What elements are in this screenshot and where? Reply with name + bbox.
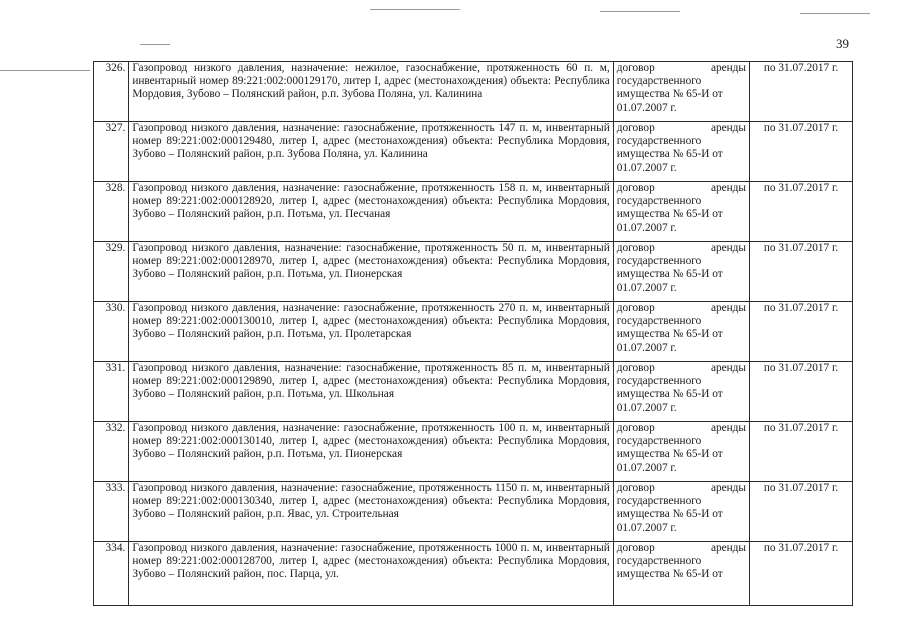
basis-line-2: государственного: [616, 555, 702, 568]
basis-word-lease: аренды: [710, 302, 747, 314]
table-row: [94, 362, 853, 422]
basis-word-lease: аренды: [710, 122, 747, 134]
row-number: 328.: [94, 182, 129, 242]
object-description: Газопровод низкого давления, назначение: газоснабжение, протяженность 85 п. м, инвентарный номер 89:221:002:000129890, литер I, адрес (местонахождения) объекта: Республика Мордовия, Зубово – Полянский район, р.п. Потьма, ул. Школьная: [129, 362, 613, 422]
object-description: Газопровод низкого давления, назначение: газоснабжение, протяженность 158 п. м, инвентарный номер 89:221:002:000128920, литер I, адрес (местонахождения) объекта: Республика Мордовия, Зубово – Полянский район, р.п. Потьма, ул. Песчаная: [129, 182, 613, 242]
basis-line-2: государственного: [616, 195, 702, 208]
row-number: 333.: [94, 482, 129, 542]
lease-term: по 31.07.2017 г.: [750, 542, 853, 606]
basis-line-2: государственного: [616, 435, 702, 448]
table-body: [94, 62, 853, 606]
basis-line-2: государственного: [616, 135, 702, 148]
lease-term: по 31.07.2017 г.: [750, 362, 853, 422]
row-number: 332.: [94, 422, 129, 482]
row-number: 334.: [94, 542, 129, 606]
legal-basis: [613, 242, 749, 302]
basis-word-contract: договор: [616, 422, 655, 434]
basis-word-contract: договор: [616, 242, 655, 254]
scan-artifact-line: [140, 44, 170, 45]
basis-word-contract: договор: [616, 482, 655, 494]
basis-line-2: государственного: [616, 375, 702, 388]
basis-word-contract: договор: [616, 122, 655, 134]
basis-line-3: имущества № 65-И от: [616, 568, 723, 581]
table-row: [94, 302, 853, 362]
basis-line-3: имущества № 65-И от: [616, 88, 723, 101]
table-row: [94, 62, 853, 122]
basis-line-1: [617, 542, 746, 555]
object-description: Газопровод низкого давления, назначение: газоснабжение, протяженность 147 п. м, инвентарный номер 89:221:002:000129480, литер I, адрес (местонахождения) объекта: Республика Мордовия, Зубово – Полянский район, р.п. Зубова Поляна, ул. Калинина: [129, 122, 613, 182]
object-description: Газопровод низкого давления, назначение: газоснабжение, протяженность 1000 п. м, инвентарный номер 89:221:002:000128700, литер I, адрес (местонахождения) объекта: Республика Мордовия, Зубово – Полянский район, пос. Парца, ул.: [129, 542, 613, 606]
basis-line-1: [617, 362, 746, 375]
basis-line-1: [617, 422, 746, 435]
row-number: 326.: [94, 62, 129, 122]
basis-word-lease: аренды: [710, 242, 747, 254]
basis-line-3: имущества № 65-И от: [616, 268, 723, 281]
legal-basis: [613, 362, 749, 422]
lease-term: по 31.07.2017 г.: [750, 422, 853, 482]
object-description: Газопровод низкого давления, назначение: газоснабжение, протяженность 50 п. м, инвентарный номер 89:221:002:000128970, литер I, адрес (местонахождения) объекта: Республика Мордовия, Зубово – Полянский район, р.п. Потьма, ул. Пионерская: [129, 242, 613, 302]
scan-artifact-line: [370, 9, 460, 10]
legal-basis: [613, 482, 749, 542]
page-number: 39: [836, 36, 849, 51]
basis-line-3: имущества № 65-И от: [616, 448, 723, 461]
basis-word-lease: аренды: [710, 62, 747, 74]
lease-term: по 31.07.2017 г.: [750, 62, 853, 122]
table-row: [94, 242, 853, 302]
basis-line-3: имущества № 65-И от: [616, 388, 723, 401]
basis-word-contract: договор: [616, 182, 655, 194]
basis-line-2: государственного: [616, 315, 702, 328]
table-row: [94, 482, 853, 542]
row-number: 330.: [94, 302, 129, 362]
lease-term: по 31.07.2017 г.: [750, 482, 853, 542]
legal-basis: [613, 182, 749, 242]
basis-line-1: [617, 122, 746, 135]
basis-word-lease: аренды: [710, 422, 747, 434]
basis-line-1: [617, 242, 746, 255]
row-number: 329.: [94, 242, 129, 302]
basis-word-lease: аренды: [710, 542, 747, 554]
basis-word-lease: аренды: [710, 182, 747, 194]
basis-word-contract: договор: [616, 62, 655, 74]
basis-line-2: государственного: [616, 255, 702, 268]
basis-word-lease: аренды: [710, 362, 747, 374]
object-description: Газопровод низкого давления, назначение: газоснабжение, протяженность 100 п. м, инвентарный номер 89:221:002:000130140, литер I, адрес (местонахождения) объекта: Республика Мордовия, Зубово – Полянский район, р.п. Потьма, ул. Пионерская: [129, 422, 613, 482]
basis-line-1: [617, 302, 746, 315]
object-description: Газопровод низкого давления, назначение: нежилое, газоснабжение, протяженность 60 п. м, инвентарный номер 89:221:002:000129170, литер I, адрес (местонахождения) объекта: Республика Мордовия, Зубово – Полянский район, р.п. Зубова Поляна, ул. Калинина: [129, 62, 613, 122]
table-row: [94, 422, 853, 482]
basis-line-4: 01.07.2007 г.: [616, 221, 677, 234]
basis-line-4: 01.07.2007 г.: [616, 281, 677, 294]
legal-basis: [613, 62, 749, 122]
table-row: [94, 182, 853, 242]
lease-term: по 31.07.2017 г.: [750, 302, 853, 362]
legal-basis: [613, 302, 749, 362]
basis-word-contract: договор: [616, 542, 655, 554]
scan-artifact-line: [0, 70, 90, 71]
lease-term: по 31.07.2017 г.: [750, 122, 853, 182]
lease-term: по 31.07.2017 г.: [750, 182, 853, 242]
legal-basis: [613, 122, 749, 182]
basis-line-1: [617, 62, 746, 75]
basis-line-4: 01.07.2007 г.: [616, 341, 677, 354]
legal-basis: [613, 422, 749, 482]
basis-word-contract: договор: [616, 362, 655, 374]
basis-line-4: 01.07.2007 г.: [616, 461, 677, 474]
basis-word-lease: аренды: [710, 482, 747, 494]
table-row: [94, 122, 853, 182]
basis-line-3: имущества № 65-И от: [616, 328, 723, 341]
property-register-table: [93, 61, 853, 606]
basis-line-1: [617, 482, 746, 495]
basis-line-4: 01.07.2007 г.: [616, 161, 677, 174]
table-row: [94, 542, 853, 606]
basis-line-3: имущества № 65-И от: [616, 148, 723, 161]
object-description: Газопровод низкого давления, назначение: газоснабжение, протяженность 270 п. м, инвентарный номер 89:221:002:000130010, литер I, адрес (местонахождения) объекта: Республика Мордовия, Зубово – Полянский район, р.п. Потьма, ул. Пролетарская: [129, 302, 613, 362]
basis-line-3: имущества № 65-И от: [616, 208, 723, 221]
legal-basis: [613, 542, 749, 606]
basis-line-2: государственного: [616, 75, 702, 88]
basis-word-contract: договор: [616, 302, 655, 314]
basis-line-4: 01.07.2007 г.: [616, 401, 677, 414]
scan-artifact-line: [800, 13, 870, 14]
basis-line-2: государственного: [616, 495, 702, 508]
basis-line-1: [617, 182, 746, 195]
lease-term: по 31.07.2017 г.: [750, 242, 853, 302]
row-number: 331.: [94, 362, 129, 422]
basis-line-4: 01.07.2007 г.: [616, 521, 677, 534]
scan-artifact-line: [600, 11, 680, 12]
basis-line-4: 01.07.2007 г.: [616, 101, 677, 114]
basis-line-3: имущества № 65-И от: [616, 508, 723, 521]
object-description: Газопровод низкого давления, назначение: газоснабжение, протяженность 1150 п. м, инвентарный номер 89:221:002:000130340, литер I, адрес (местонахождения) объекта: Республика Мордовия, Зубово – Полянский район, р.п. Явас, ул. Строительная: [129, 482, 613, 542]
row-number: 327.: [94, 122, 129, 182]
